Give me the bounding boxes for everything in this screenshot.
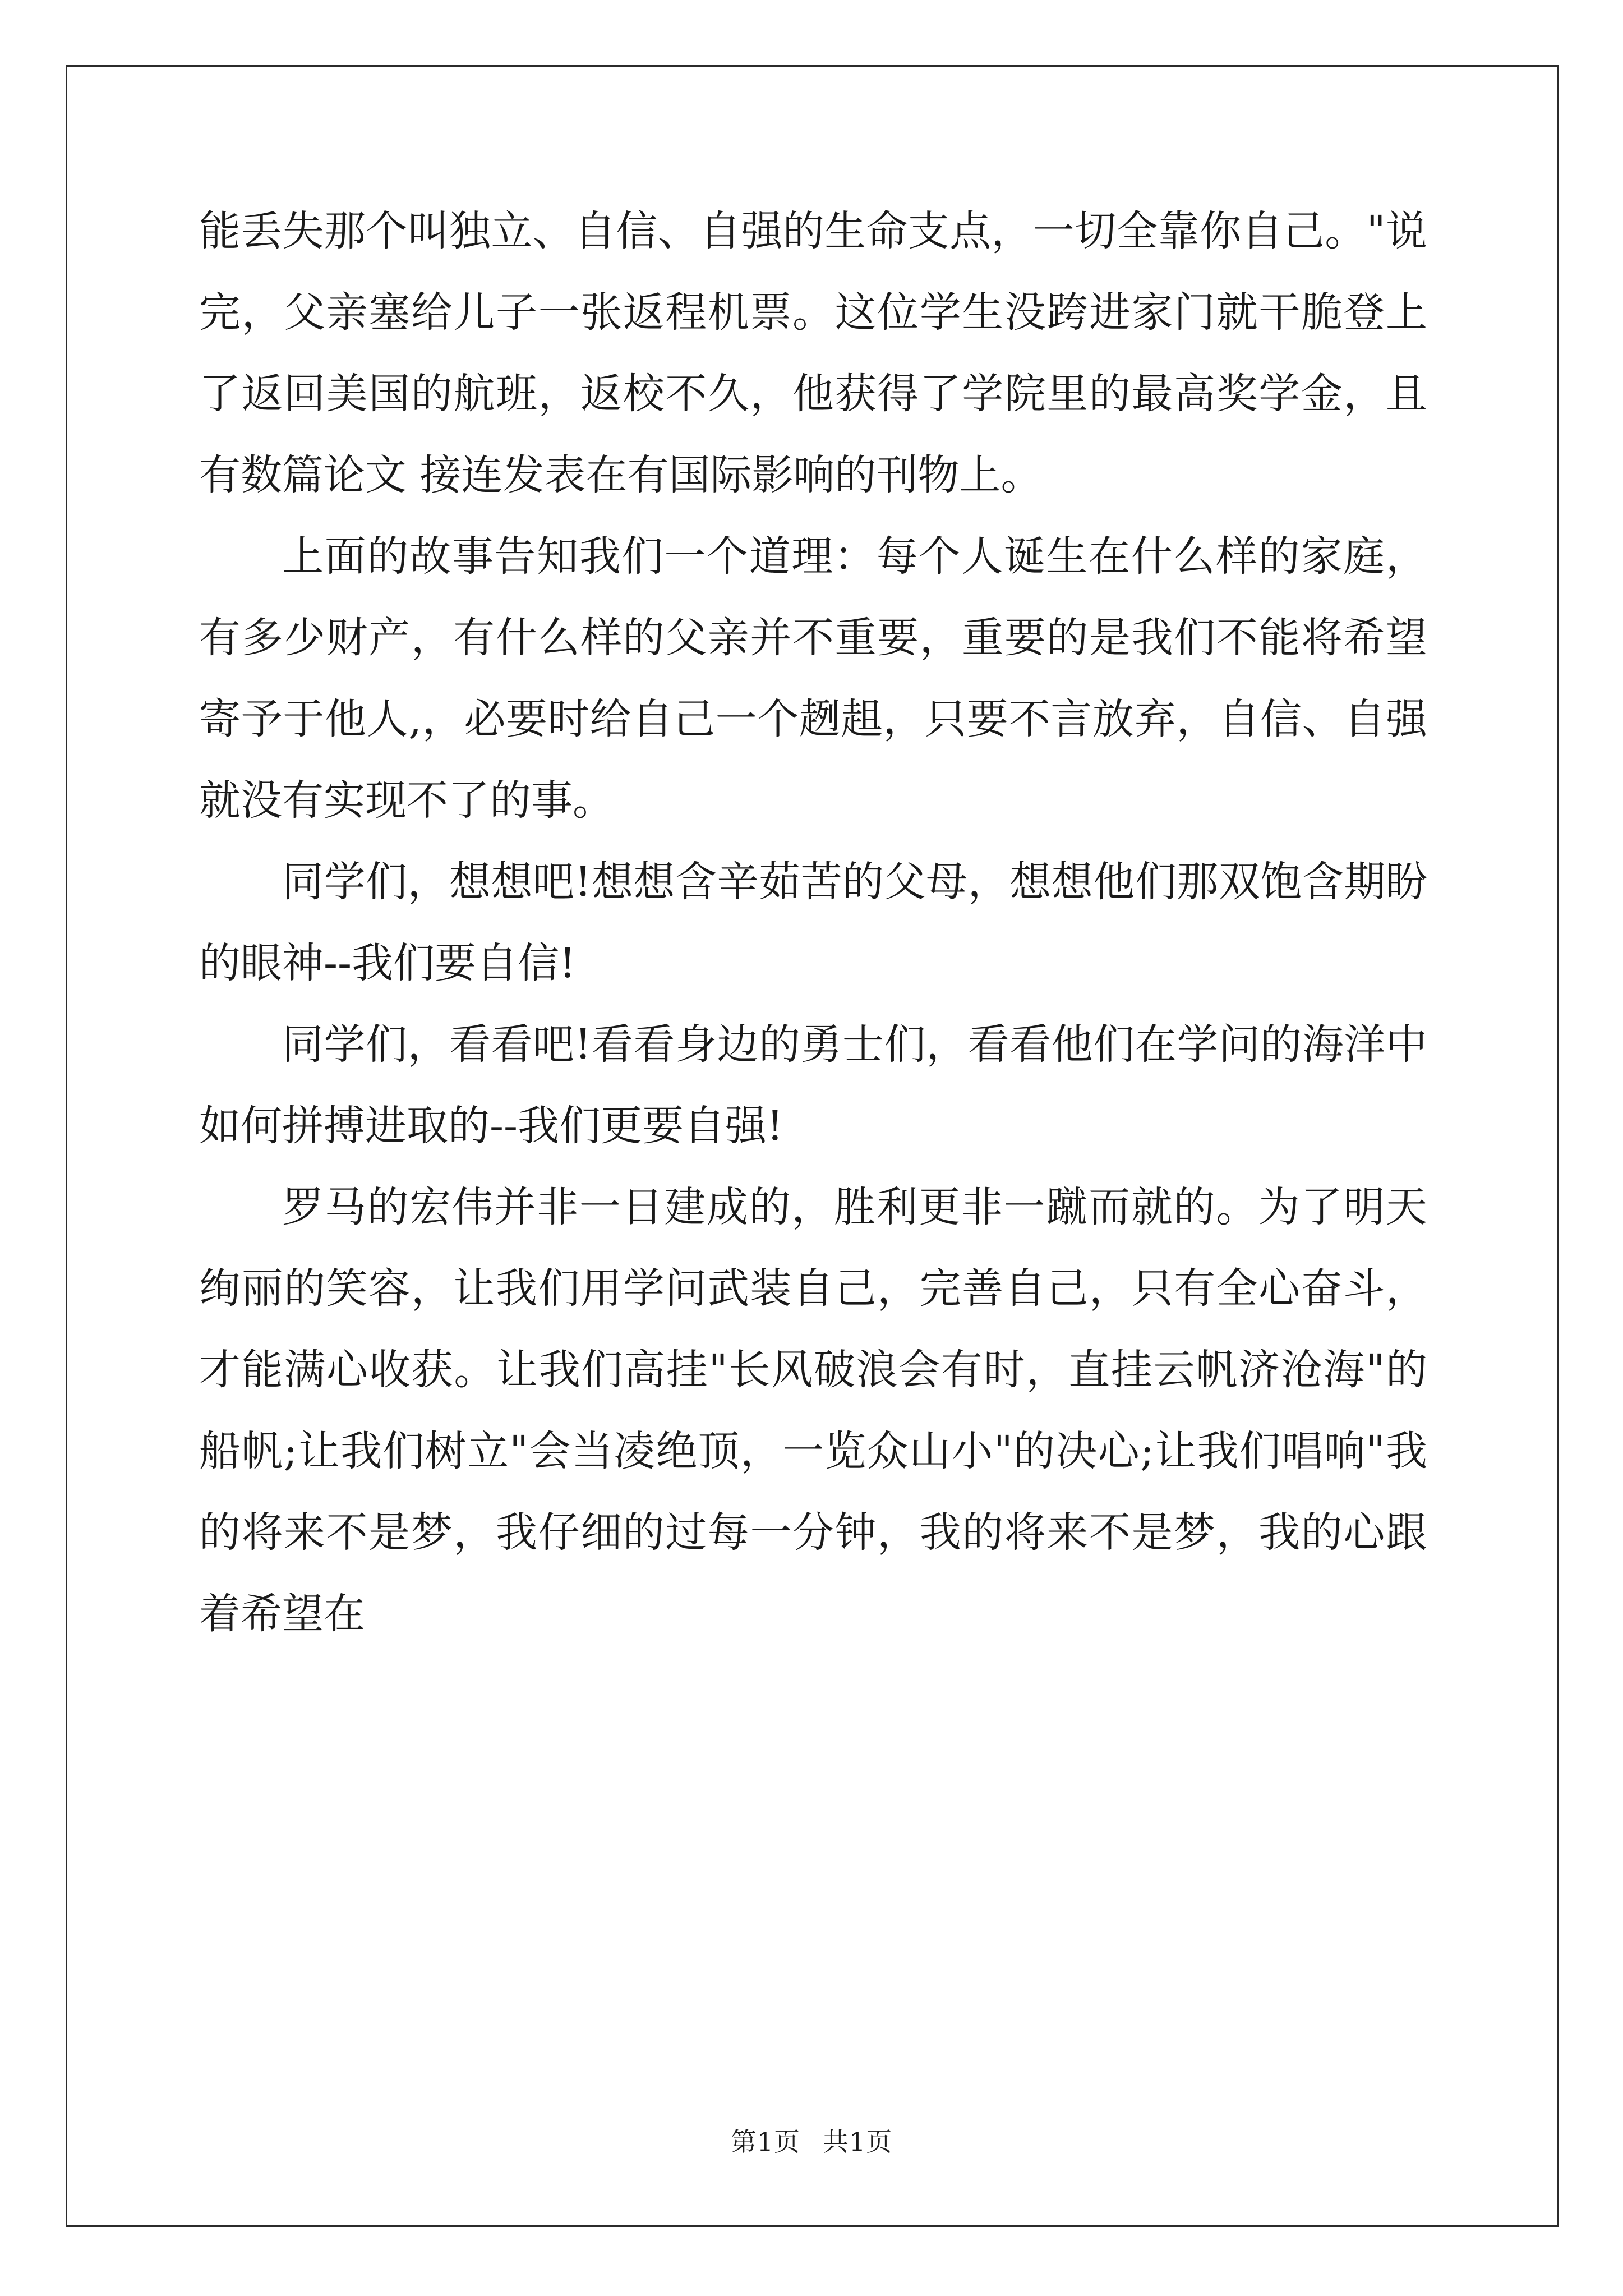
paragraph-4: 同学们，看看吧!看看身边的勇士们，看看他们在学问的海洋中如何拼搏进取的--我们更要自强! — [199, 1020, 1427, 1150]
page-footer — [0, 2122, 1623, 2159]
paragraph-3: 同学们，想想吧!想想含辛茹苦的父母，想想他们那双饱含期盼的眼神--我们要自信! — [199, 858, 1427, 987]
paragraph-2: 上面的故事告知我们一个道理：每个人诞生在什么样的家庭，有多少财产，有什么样的父亲并不重要，重要的是我们不能将希望寄予于他人,，必要时给自己一个趔趄，只要不言放弃，自信、自强就没有实现不了的事。 — [199, 532, 1427, 825]
page-total: 共1页 — [823, 2127, 893, 2157]
paragraph-5: 罗马的宏伟并非一日建成的，胜利更非一蹴而就的。为了明天绚丽的笑容，让我们用学问武装自己，完善自己，只有全心奋斗，才能满心收获。让我们高挂"长风破浪会有时，直挂云帆济沧海"的船帆;让我们树立"会当凌绝顶，一览众山小"的决心;让我们唱响"我的将来不是梦，我仔细的过每一分钟，我的将来不是梦，我的心跟着希望在 — [199, 1183, 1427, 1638]
page-number: 第1页 — [730, 2127, 800, 2157]
document-body — [199, 191, 1427, 1655]
paragraph-1: 能丢失那个叫独立、自信、自强的生命支点，一切全靠你自己。"说完，父亲塞给儿子一张返程机票。这位学生没跨进家门就干脆登上了返回美国的航班，返校不久，他获得了学院里的最高奖学金，且有数篇论文 接连发表在有国际影响的刊物上。 — [199, 207, 1427, 499]
